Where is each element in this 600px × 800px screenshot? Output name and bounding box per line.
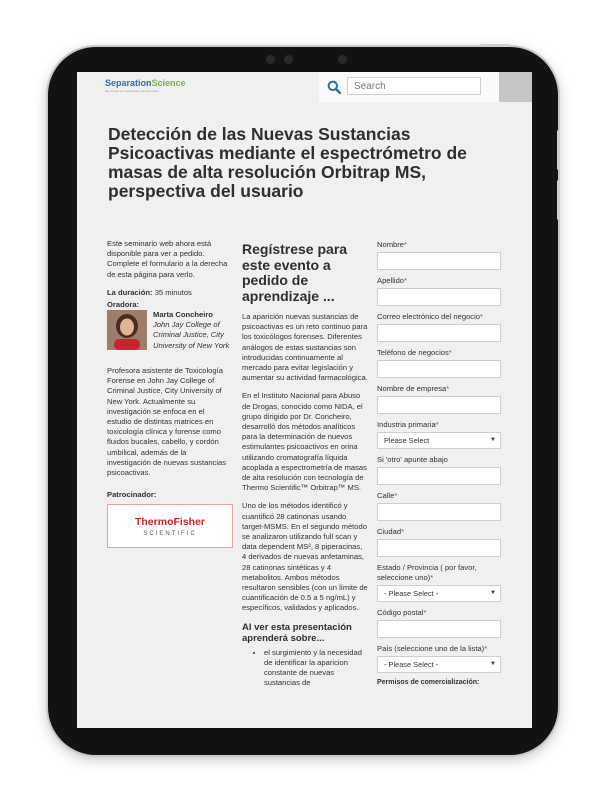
label-pais: País (seleccione uno de la lista)* <box>377 644 488 653</box>
paragraph-2: En el Instituto Nacional para Abuso de Drogas, conocido como NIDA, el grupo dirigido por Dr. Concheiro, desarrolló dos métodos analíticos para la determinación de nuevos estimulantes psicoactivos en orina utilizando cromatografía líquida acoplada a espectrometría de masas de alta resolución con tecnología de Thermo Scientific™ Orbitrap™ MS. <box>242 391 367 493</box>
logo-text-separation: Separation <box>105 78 152 88</box>
sponsor-logo-subtext: SCIENTIFIC <box>143 531 197 538</box>
speaker-info <box>153 310 233 351</box>
search-input[interactable] <box>347 77 481 95</box>
page-title: Detección de las Nuevas Sustancias Psicoactivas mediante el espectrómetro de masas de alta resolución Orbitrap MS, perspectiva del usuario <box>108 124 467 201</box>
label-empresa: Nombre de empresa* <box>377 384 450 393</box>
duration-row <box>107 288 231 298</box>
nombre-field[interactable] <box>377 252 501 270</box>
phone-field[interactable] <box>377 360 501 378</box>
logo-area <box>77 72 319 102</box>
label-ciudad: Ciudad* <box>377 527 405 536</box>
top-bar <box>77 72 532 102</box>
intro-text: Este seminario web ahora está disponible para ver a pedido. Complete el formulario a la derecha de esta página para verlo. <box>107 239 228 279</box>
city-field[interactable] <box>377 539 501 557</box>
label-estado: Estado / Provincia ( por favor, seleccione uno)* <box>377 563 477 582</box>
label-otro: Si 'otro' apunte abajo <box>377 455 448 464</box>
speaker-label: Oradora: <box>107 300 140 310</box>
state-select[interactable] <box>377 585 501 602</box>
other-industry-field[interactable] <box>377 467 501 485</box>
country-select-value: - Please Select - <box>384 660 439 669</box>
paragraph-1: La aparición nuevas sustancias de psicoactivas es un reto continuo para los toxicólogos forenses. Diferentes análogos de estas sustancias son introducidas continuamente al mercado para evitar legislación y aumentar su actividad farmacológica. <box>242 312 368 383</box>
sponsor-label: Patrocinador: <box>107 490 157 500</box>
registration-form <box>377 240 503 686</box>
main-content <box>242 242 368 689</box>
speaker-photo <box>107 310 147 350</box>
sensor-dot <box>338 55 347 64</box>
side-button <box>557 180 560 220</box>
camera-dot <box>266 55 275 64</box>
duration-label: La duración: <box>107 287 153 297</box>
state-select-value: - Please Select - <box>384 589 439 598</box>
sponsor-logo[interactable] <box>107 504 233 548</box>
learn-heading: Al ver esta presentación aprenderá sobre... <box>242 621 352 644</box>
top-button <box>480 44 510 47</box>
logo-tagline: the source for separations science news <box>105 89 159 93</box>
speaker-block <box>107 300 231 366</box>
duration-value: 35 minutos <box>154 287 192 297</box>
site-logo[interactable] <box>105 78 186 93</box>
chevron-down-icon: ▼ <box>490 437 496 443</box>
postal-code-field[interactable] <box>377 620 501 638</box>
learn-list <box>242 648 368 689</box>
industry-select[interactable] <box>377 432 501 449</box>
camera-lens <box>284 55 293 64</box>
label-calle: Calle* <box>377 491 398 500</box>
chevron-down-icon: ▼ <box>490 590 496 596</box>
industry-select-value: Please Select <box>384 436 430 445</box>
speaker-bio: Profesora asistente de Toxicología Forense en John Jay College of Criminal Justice, City University of New York. Actualmente su investigación se enfoca en el estudio de distintas matrices en toxicología clínica y forense como fluidos bucales, cabello, y cordón umbilical, además de la investigación de nuevas sustancias psicoactivas. <box>107 366 227 478</box>
paragraph-3: Uno de los métodos identificó y cuantificó 28 catinonas usando target-MSMS. En el segundo método se analizaron utilizando full scan y data dependent MS², 8 piperacinas, 4 derivados de nuevas anfetaminas, 28 catinonas sintéticas y 4 metabolitos. Ambos métodos resultaron sensibles (con un límite de cuantificación de 0.5 a 5 ng/mL) y específicos, validados y aplicados. <box>242 501 368 613</box>
apellido-field[interactable] <box>377 288 501 306</box>
company-field[interactable] <box>377 396 501 414</box>
speaker-name: Marta Concheiro <box>153 310 213 320</box>
left-sidebar <box>107 239 231 548</box>
logo-text-science: Science <box>151 78 186 88</box>
search-area <box>319 72 499 102</box>
label-correo: Correo electrónico del negocio* <box>377 312 483 321</box>
label-postal: Código postal* <box>377 608 427 617</box>
speaker-affiliation: John Jay College of Criminal Justice, City University of New York <box>153 320 230 350</box>
marketing-permissions-label: Permisos de comercialización: <box>377 679 480 686</box>
screen <box>77 72 532 728</box>
side-button <box>557 130 560 170</box>
sponsor-logo-text: ThermoFisher <box>134 516 205 529</box>
chevron-down-icon: ▼ <box>490 661 496 667</box>
label-telefono: Teléfono de negocios* <box>377 348 452 357</box>
email-field[interactable] <box>377 324 501 342</box>
search-icon[interactable] <box>327 80 341 94</box>
country-select[interactable] <box>377 656 501 673</box>
label-apellido: Apellido* <box>377 276 407 285</box>
list-item: • el surgimiento y la necesidad de identificar la aparicion constante de nuevas sustancias de <box>264 648 368 689</box>
street-field[interactable] <box>377 503 501 521</box>
label-industria: Industria primaria* <box>377 420 439 429</box>
label-nombre: Nombre* <box>377 240 407 249</box>
register-heading: Regístrese para este evento a pedido de aprendizaje ... <box>242 241 348 304</box>
